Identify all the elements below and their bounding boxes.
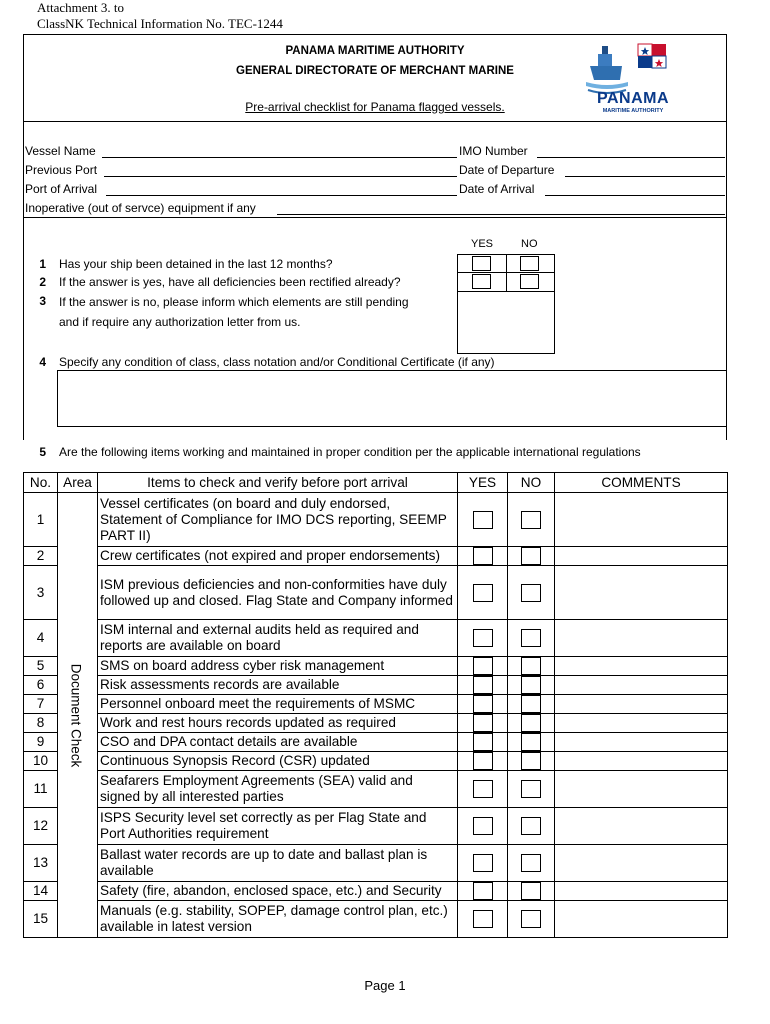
no-checkbox[interactable] [521,882,541,900]
row-item: Ballast water records are up to date and ballast plan is available [98,845,458,882]
logo-word: PANAMA [596,90,670,107]
comments-cell[interactable] [555,695,728,714]
no-checkbox[interactable] [521,676,541,694]
row-number: 4 [24,620,58,657]
row-item: ISM previous deficiencies and non-conformities have duly followed up and closed. Flag State and Company informed [98,566,458,620]
q1-no-checkbox[interactable] [520,256,539,271]
header-divider [23,121,727,122]
header-no-answer: NO [508,473,555,493]
yes-checkbox[interactable] [473,584,493,602]
comments-cell[interactable] [555,714,728,733]
comments-cell[interactable] [555,676,728,695]
q2-text: If the answer is yes, have all deficiencies been rectified already? [59,275,401,289]
yes-checkbox[interactable] [473,733,493,751]
q2-yes-checkbox[interactable] [472,274,491,289]
row-item: Vessel certificates (on board and duly endorsed, Statement of Compliance for IMO DCS reporting, SEEMP PART II) [98,493,458,547]
row-number: 3 [24,566,58,620]
q2-number: 2 [39,275,46,289]
yes-checkbox[interactable] [473,714,493,732]
q1-number: 1 [39,257,46,271]
comments-cell[interactable] [555,882,728,901]
comments-cell[interactable] [555,620,728,657]
table-row [24,714,728,733]
row-item: Seafarers Employment Agreements (SEA) valid and signed by all interested parties [98,771,458,808]
area-label [66,663,86,773]
no-checkbox[interactable] [521,584,541,602]
comments-cell[interactable] [555,493,728,547]
yes-checkbox[interactable] [473,910,493,928]
imo-number-field[interactable] [537,156,725,158]
q4-number: 4 [39,355,46,369]
table-row [24,882,728,901]
row-number: 7 [24,695,58,714]
header-no: No. [24,473,58,493]
yes-checkbox[interactable] [473,882,493,900]
area-label-text: Document Check [68,663,84,768]
yes-checkbox[interactable] [473,695,493,713]
yes-checkbox[interactable] [473,657,493,675]
no-checkbox[interactable] [521,629,541,647]
row-number: 5 [24,657,58,676]
q3-text-line-2: and if require any authorization letter from us. [59,315,301,329]
directorate-title: GENERAL DIRECTORATE OF MERCHANT MARINE [236,65,514,77]
table-row [24,657,728,676]
row-item: Safety (fire, abandon, enclosed space, etc.) and Security [98,882,458,901]
comments-cell[interactable] [555,657,728,676]
q3-text-line-1: If the answer is no, please inform which elements are still pending [59,295,409,309]
table-row [24,695,728,714]
q2-no-checkbox[interactable] [520,274,539,289]
table-row [24,566,728,620]
inoperative-equipment-label: Inoperative (out of servce) equipment if any [25,201,256,215]
row-item: Crew certificates (not expired and proper endorsements) [98,547,458,566]
no-checkbox[interactable] [521,780,541,798]
panama-maritime-authority-logo [582,36,682,120]
comments-cell[interactable] [555,901,728,938]
table-row [24,901,728,938]
table-row [24,771,728,808]
attachment-line-1: Attachment 3. to [37,0,125,15]
table-row [24,547,728,566]
date-of-departure-field[interactable] [565,175,725,177]
yes-checkbox[interactable] [473,780,493,798]
comments-cell[interactable] [555,845,728,882]
yes-checkbox[interactable] [473,817,493,835]
row-number: 10 [24,752,58,771]
no-checkbox[interactable] [521,657,541,675]
no-checkbox[interactable] [521,854,541,872]
no-checkbox[interactable] [521,714,541,732]
row-item: SMS on board address cyber risk management [98,657,458,676]
vessel-name-field[interactable] [102,156,457,158]
comments-cell[interactable] [555,771,728,808]
no-checkbox[interactable] [521,752,541,770]
header-comments: COMMENTS [555,473,728,493]
q1-text: Has your ship been detained in the last 12 months? [59,257,333,271]
row-item: Manuals (e.g. stability, SOPEP, damage control plan, etc.) available in latest version [98,901,458,938]
logo-subtitle: MARITIME AUTHORITY [602,108,664,114]
row-item: Personnel onboard meet the requirements of MSMC [98,695,458,714]
yes-checkbox[interactable] [473,629,493,647]
port-of-arrival-field[interactable] [106,194,457,196]
vessel-name-label: Vessel Name [25,144,96,158]
row-number: 13 [24,845,58,882]
yes-checkbox[interactable] [473,547,493,565]
comments-cell[interactable] [555,547,728,566]
answer-grid-col-line [506,254,507,292]
date-of-arrival-field[interactable] [545,194,725,196]
row-number: 6 [24,676,58,695]
no-checkbox[interactable] [521,547,541,565]
q3-number: 3 [39,294,46,308]
no-checkbox[interactable] [521,511,541,529]
yes-checkbox[interactable] [473,511,493,529]
page-number: Page 1 [364,978,406,993]
no-checkbox[interactable] [521,733,541,751]
q4-answer-box[interactable] [57,370,727,427]
row-number: 8 [24,714,58,733]
row-item: ISPS Security level set correctly as per Flag State and Port Authorities requirement [98,808,458,845]
port-of-arrival-label: Port of Arrival [25,182,98,196]
q1-yes-checkbox[interactable] [472,256,491,271]
form-title: Pre-arrival checklist for Panama flagged vessels. [245,100,505,114]
row-number: 2 [24,547,58,566]
checklist-table [23,472,728,938]
row-number: 9 [24,733,58,752]
row-item: Continuous Synopsis Record (CSR) updated [98,752,458,771]
previous-port-label: Previous Port [25,163,98,177]
header-yes: YES [458,473,508,493]
comments-cell[interactable] [555,733,728,752]
inoperative-equipment-field[interactable] [277,213,725,215]
table-row [24,676,728,695]
fields-divider [23,217,727,218]
no-checkbox[interactable] [521,910,541,928]
questions-no-header: NO [521,238,538,250]
q5-number: 5 [39,445,46,459]
date-of-departure-label: Date of Departure [459,163,555,177]
row-number: 1 [24,493,58,547]
comments-cell[interactable] [555,566,728,620]
row-item: CSO and DPA contact details are available [98,733,458,752]
authority-title: PANAMA MARITIME AUTHORITY [285,45,465,57]
previous-port-field[interactable] [104,175,457,177]
row-item: ISM internal and external audits held as required and reports are available on board [98,620,458,657]
no-checkbox[interactable] [521,695,541,713]
table-row [24,752,728,771]
yes-checkbox[interactable] [473,676,493,694]
table-row [24,808,728,845]
row-number: 15 [24,901,58,938]
comments-cell[interactable] [555,752,728,771]
table-row [24,845,728,882]
questions-yes-header: YES [471,238,494,250]
row-number: 14 [24,882,58,901]
q4-text: Specify any condition of class, class notation and/or Conditional Certificate (if any) [59,355,495,369]
attachment-line-2: ClassNK Technical Information No. TEC-1244 [37,16,283,31]
row-item: Risk assessments records are available [98,676,458,695]
row-item: Work and rest hours records updated as required [98,714,458,733]
yes-checkbox[interactable] [473,854,493,872]
header-area: Area [58,473,98,493]
header-items: Items to check and verify before port arrival [98,473,458,493]
q5-text: Are the following items working and maintained in proper condition per the applicable international regulations [59,445,641,459]
row-number: 11 [24,771,58,808]
comments-cell[interactable] [555,808,728,845]
table-row [24,620,728,657]
no-checkbox[interactable] [521,817,541,835]
imo-number-label: IMO Number [459,144,528,158]
row-number: 12 [24,808,58,845]
yes-checkbox[interactable] [473,752,493,770]
table-row [24,733,728,752]
date-of-arrival-label: Date of Arrival [459,182,535,196]
table-row [24,493,728,547]
